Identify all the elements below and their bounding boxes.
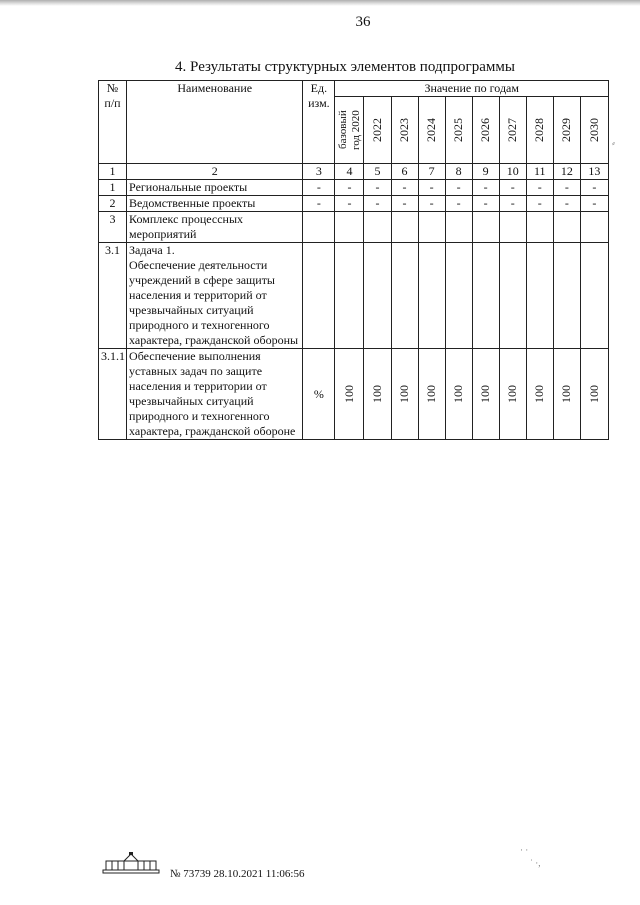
value-cell	[364, 349, 391, 440]
value-cell	[499, 212, 526, 243]
row-unit: %	[303, 349, 335, 440]
header-num: № п/п	[99, 81, 127, 164]
table-row	[99, 180, 609, 196]
value-cell	[499, 349, 526, 440]
row-unit	[303, 243, 335, 349]
index-cell: 11	[526, 164, 553, 180]
header-values-group: Значение по годам	[335, 81, 609, 97]
value-cell	[391, 243, 418, 349]
value-cell: -	[418, 196, 445, 212]
value-cell: -	[553, 180, 580, 196]
value-cell	[526, 212, 553, 243]
row-name: Региональные проекты	[127, 180, 303, 196]
value-cell: -	[364, 196, 391, 212]
value-cell: -	[472, 196, 499, 212]
value-cell	[335, 243, 364, 349]
value-cell: -	[364, 180, 391, 196]
value-cell: -	[391, 180, 418, 196]
value-cell: -	[335, 196, 364, 212]
value-cell: -	[526, 196, 553, 212]
table-body	[99, 164, 609, 440]
value-cell	[445, 349, 472, 440]
row-unit: -	[303, 196, 335, 212]
value-label: 100	[586, 385, 601, 403]
value-cell: -	[472, 180, 499, 196]
value-cell	[580, 349, 608, 440]
year-label: 2024	[424, 118, 439, 142]
header-year	[553, 97, 580, 164]
value-cell: -	[418, 180, 445, 196]
value-cell	[391, 212, 418, 243]
index-cell: 8	[445, 164, 472, 180]
row-num: 3.1	[99, 243, 127, 349]
value-label: 100	[341, 385, 356, 403]
value-cell: -	[499, 196, 526, 212]
value-label: 100	[424, 385, 439, 403]
header-year	[364, 97, 391, 164]
index-cell: 6	[391, 164, 418, 180]
value-cell: -	[335, 180, 364, 196]
value-cell: -	[445, 196, 472, 212]
value-cell	[580, 243, 608, 349]
row-unit: -	[303, 180, 335, 196]
table-row	[99, 212, 609, 243]
value-label: 100	[505, 385, 520, 403]
row-name: Комплекс процессных мероприятий	[127, 212, 303, 243]
year-label: 2022	[369, 118, 384, 142]
value-cell	[445, 212, 472, 243]
row-name: Задача 1. Обеспечение деятельности учреждений в сфере защиты населения и территорий от чрезвычайных ситуаций природного и техногенного характера, гражданской обороны	[127, 243, 303, 349]
value-cell	[472, 212, 499, 243]
value-cell: -	[580, 180, 608, 196]
value-cell	[391, 349, 418, 440]
value-cell	[335, 349, 364, 440]
value-cell	[445, 243, 472, 349]
value-cell	[526, 243, 553, 349]
registration-stamp: № 73739 28.10.2021 11:06:56	[170, 868, 305, 880]
header-unit: Ед. изм.	[303, 81, 335, 164]
row-name: Обеспечение выполнения уставных задач по защите населения и территории от чрезвычайных ситуаций природного и техногенного характера, гражданской обороне	[127, 349, 303, 440]
index-cell: 5	[364, 164, 391, 180]
row-num: 3.1.1	[99, 349, 127, 440]
header-year	[472, 97, 499, 164]
value-cell: -	[580, 196, 608, 212]
margin-mark: ˙ ·,	[530, 858, 541, 868]
value-cell	[418, 243, 445, 349]
value-cell	[472, 243, 499, 349]
index-cell: 12	[553, 164, 580, 180]
row-unit	[303, 212, 335, 243]
value-cell	[580, 212, 608, 243]
value-cell: -	[526, 180, 553, 196]
value-cell	[364, 212, 391, 243]
value-cell	[553, 349, 580, 440]
value-cell	[364, 243, 391, 349]
row-num: 2	[99, 196, 127, 212]
index-cell: 2	[127, 164, 303, 180]
table-row	[99, 196, 609, 212]
value-cell: -	[391, 196, 418, 212]
index-row	[99, 164, 609, 180]
table-row	[99, 349, 609, 440]
index-cell: 1	[99, 164, 127, 180]
margin-mark: · ·	[520, 845, 529, 855]
value-label: 100	[532, 385, 547, 403]
index-cell: 10	[499, 164, 526, 180]
index-cell: 13	[580, 164, 608, 180]
value-cell: -	[553, 196, 580, 212]
header-year	[580, 97, 608, 164]
header-year	[526, 97, 553, 164]
header-row-1	[99, 81, 609, 97]
row-num: 3	[99, 212, 127, 243]
margin-mark: ⸗	[612, 138, 615, 148]
row-name: Ведомственные проекты	[127, 196, 303, 212]
value-cell	[526, 349, 553, 440]
header-year	[418, 97, 445, 164]
results-table	[98, 80, 609, 440]
index-cell: 7	[418, 164, 445, 180]
header-base-year	[335, 97, 364, 164]
section-title: 4. Результаты структурных элементов подпрограммы	[175, 59, 515, 75]
year-label: 2025	[451, 118, 466, 142]
year-label: 2030	[586, 118, 601, 142]
year-label: 2028	[532, 118, 547, 142]
index-cell: 4	[335, 164, 364, 180]
year-label: 2027	[505, 118, 520, 142]
value-cell: -	[445, 180, 472, 196]
value-label: 100	[369, 385, 384, 403]
header-year	[445, 97, 472, 164]
value-cell	[499, 243, 526, 349]
table-row	[99, 243, 609, 349]
value-cell	[553, 243, 580, 349]
page-number: 36	[355, 14, 371, 30]
base-year-label: базовый год 2020	[337, 110, 363, 150]
row-num: 1	[99, 180, 127, 196]
header-year	[391, 97, 418, 164]
scan-edge	[0, 0, 640, 6]
value-cell	[472, 349, 499, 440]
value-cell: -	[499, 180, 526, 196]
header-year	[499, 97, 526, 164]
government-building-logo	[102, 852, 160, 874]
value-cell	[335, 212, 364, 243]
value-cell	[553, 212, 580, 243]
header-name: Наименование	[127, 81, 303, 164]
value-cell	[418, 212, 445, 243]
value-cell	[418, 349, 445, 440]
value-label: 100	[451, 385, 466, 403]
value-label: 100	[397, 385, 412, 403]
year-label: 2026	[478, 118, 493, 142]
index-cell: 3	[303, 164, 335, 180]
value-label: 100	[478, 385, 493, 403]
index-cell: 9	[472, 164, 499, 180]
value-label: 100	[559, 385, 574, 403]
year-label: 2029	[559, 118, 574, 142]
year-label: 2023	[397, 118, 412, 142]
